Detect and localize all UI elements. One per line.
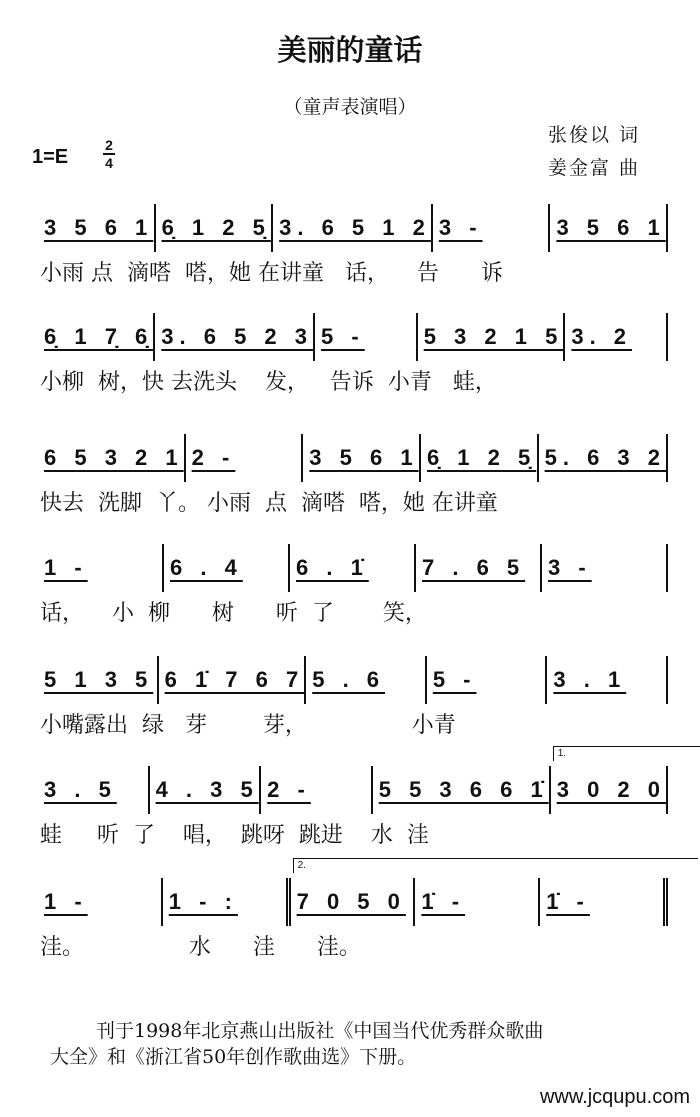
- measure-notes: 5 1 3 5: [44, 667, 154, 692]
- measure: [156, 204, 274, 252]
- measure-notes: 5 5 3 6 6 1̇: [378, 777, 549, 802]
- measure-notes: 6 1̇ 7 6 7: [164, 667, 305, 692]
- lyrics-line: 小雨 点 滴嗒 嗒，她 在讲童 话， 告 诉: [40, 261, 503, 286]
- measure-notes: 4 . 3 5: [155, 777, 259, 802]
- measure: [542, 544, 668, 592]
- lyrics-line: 小嘴露出 绿 芽 芽， 小青: [40, 713, 456, 738]
- measure-notes: 5 3 2 1 5: [423, 324, 564, 349]
- measure: [186, 434, 304, 482]
- measure: [38, 656, 159, 704]
- notation-row: [38, 544, 668, 592]
- measure: [38, 434, 186, 482]
- measure-notes: 1 -: [44, 889, 88, 914]
- measure-notes: 5. 6 3 2: [544, 445, 666, 470]
- measure: [418, 313, 566, 361]
- measure-notes: 1 - :: [168, 889, 238, 914]
- measure-notes: 3 . 5: [44, 777, 117, 802]
- measure: [164, 544, 290, 592]
- measure-notes: 1̇ -: [546, 889, 590, 914]
- measure: [415, 878, 540, 926]
- lyrics-line: 快去 洗脚 丫。 小雨 点 滴嗒 嗒，她 在讲童: [40, 491, 498, 516]
- measure-notes: 6̣ 1 2 5̣: [426, 445, 537, 470]
- measure: [38, 204, 156, 252]
- notation-row: [38, 204, 668, 252]
- lyricist-credit: 张俊以 词: [548, 124, 641, 146]
- watermark: www.jcqupu.com: [539, 1086, 690, 1108]
- measure-notes: 3 5 6 1: [309, 445, 419, 470]
- measure: [38, 766, 150, 814]
- measure-notes: 1̇ -: [421, 889, 466, 914]
- measure: [163, 878, 291, 926]
- measure: [38, 544, 164, 592]
- measure: [565, 313, 668, 361]
- time-signature: [103, 138, 115, 170]
- measure-notes: 3 5 6 1: [556, 215, 666, 240]
- measure: [315, 313, 418, 361]
- meter-bottom: 4: [105, 155, 113, 171]
- footer-note-line1: 刊于1998年北京燕山出版社《中国当代优秀群众歌曲: [96, 1020, 544, 1042]
- measure-notes: 7 0 5 0: [296, 889, 406, 914]
- composer-credit: 姜金富 曲: [548, 157, 641, 179]
- measure-notes: 5 -: [321, 324, 365, 349]
- measure: [373, 766, 551, 814]
- measure: [539, 434, 668, 482]
- measure: [38, 878, 163, 926]
- measure-notes: 6 . 1̇: [296, 555, 369, 580]
- measure-notes: 2 -: [267, 777, 311, 802]
- measure: [303, 434, 421, 482]
- measure: [38, 313, 155, 361]
- measure-notes: 3 . 1: [553, 667, 627, 692]
- measure: [306, 656, 427, 704]
- lyrics-line: 蛙 听 了 唱， 跳呀 跳进 水 洼: [40, 823, 429, 848]
- measure: [433, 204, 551, 252]
- measure: [159, 656, 307, 704]
- measure: [540, 878, 668, 926]
- notation-row: [38, 313, 668, 361]
- measure-notes: 6̣ 1 2 5̣: [161, 215, 271, 240]
- measure-notes: 2 -: [191, 445, 236, 470]
- measure: [550, 204, 668, 252]
- measure-notes: 5 -: [432, 667, 477, 692]
- lyrics-line: 洼。 水 洼 洼。: [40, 935, 361, 960]
- measure: [416, 544, 542, 592]
- key-signature: 1=E: [32, 146, 69, 168]
- measure-notes: 3. 6 5 2 3: [161, 324, 314, 349]
- lyrics-line: 话， 小 柳 树 听 了 笑，: [40, 601, 427, 626]
- measure: [290, 544, 416, 592]
- notation-row: [38, 434, 668, 482]
- measure-notes: 3 0 2 0: [556, 777, 666, 802]
- second-ending-bracket: 2.: [293, 858, 698, 873]
- measure: [150, 766, 262, 814]
- measure-notes: 3. 6 5 1 2: [279, 215, 431, 240]
- measure-notes: 7 . 6 5: [422, 555, 526, 580]
- measure-notes: 3 -: [548, 555, 592, 580]
- measure-notes: 6 5 3 2 1: [44, 445, 184, 470]
- measure-notes: 6̣ 1 7̣ 6̣: [44, 324, 154, 349]
- song-title: 美丽的童话: [277, 33, 423, 67]
- measure-notes: 6 . 4: [170, 555, 243, 580]
- measure: [155, 313, 315, 361]
- first-ending-bracket: 1.: [553, 746, 700, 761]
- measure: [551, 748, 668, 814]
- measure-notes: 5 . 6: [312, 667, 386, 692]
- measure-notes: 3 5 6 1: [44, 215, 154, 240]
- measure: [273, 204, 433, 252]
- notation-row: [38, 860, 668, 926]
- measure: [261, 766, 373, 814]
- notation-row: [38, 748, 668, 814]
- footer-note-line2: 大全》和《浙江省50年创作歌曲选》下册。: [50, 1046, 417, 1068]
- lyrics-line: 小柳 树，快 去洗头 发， 告诉 小青 蛙，: [40, 370, 497, 395]
- measure-notes: 3 -: [438, 215, 483, 240]
- song-subtitle: （童声表演唱）: [283, 96, 417, 118]
- measure: [291, 860, 416, 926]
- measure: [547, 656, 668, 704]
- measure-notes: 1 -: [44, 555, 88, 580]
- meter-top: 2: [105, 137, 113, 153]
- measure-notes: 3. 2: [571, 324, 633, 349]
- measure: [421, 434, 539, 482]
- notation-row: [38, 656, 668, 704]
- measure: [427, 656, 548, 704]
